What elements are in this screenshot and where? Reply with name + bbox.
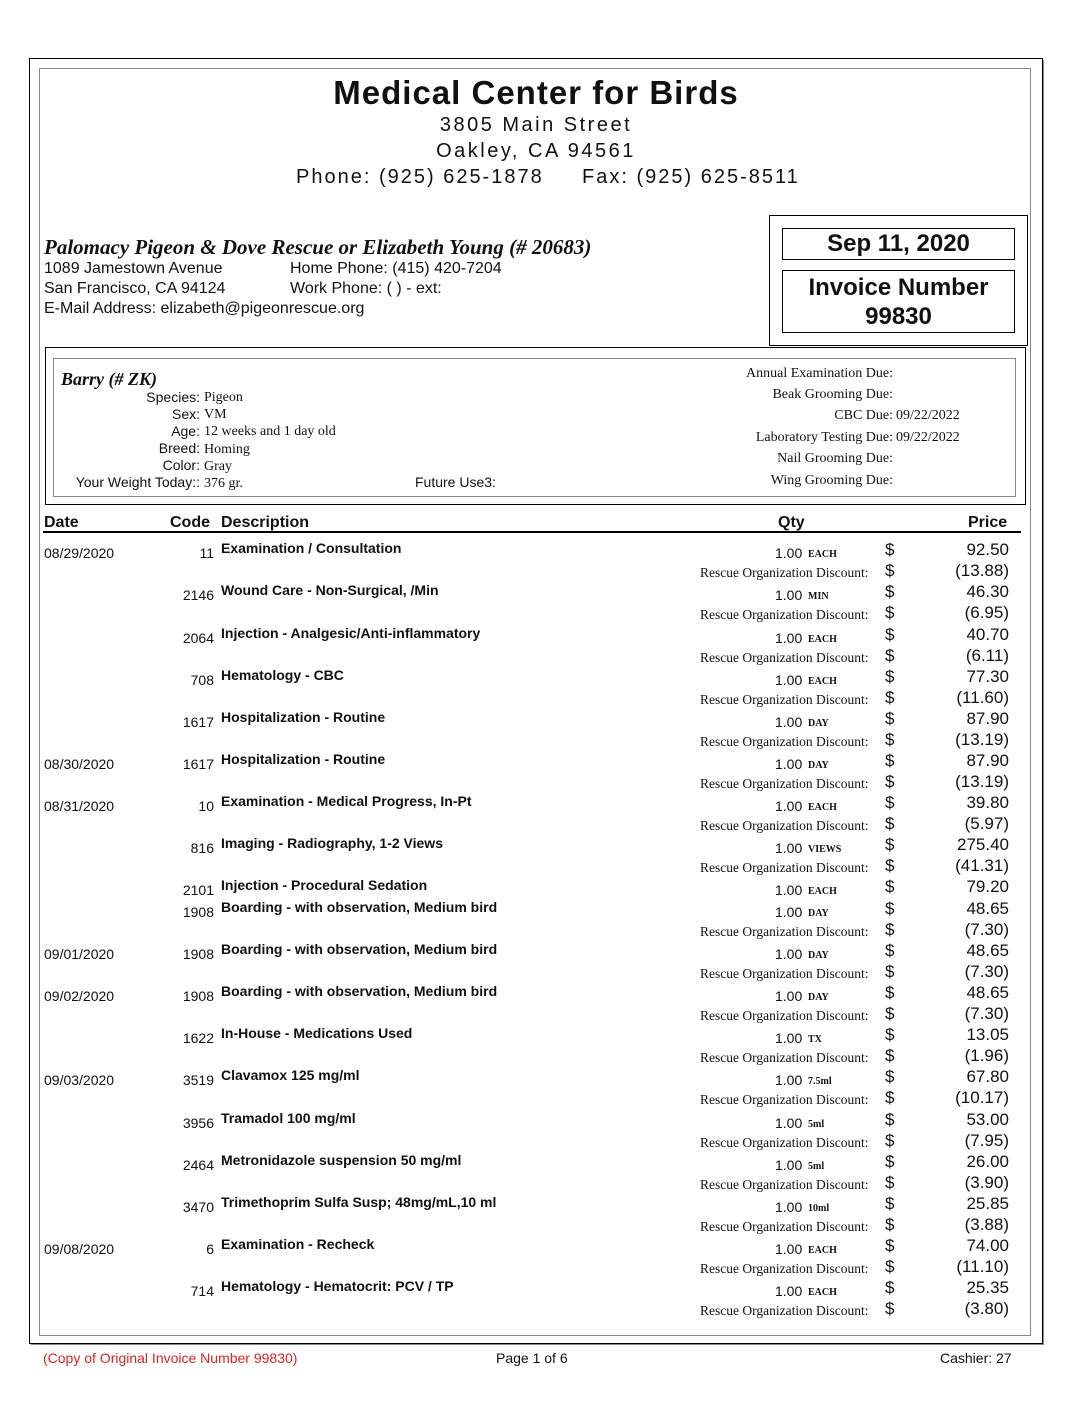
- item-unit: EACH: [808, 1287, 837, 1298]
- invoice-date: Sep 11, 2020: [782, 228, 1015, 260]
- item-qty: 1.00: [775, 1199, 803, 1215]
- discount-currency: $: [885, 1215, 895, 1234]
- item-code: 11: [199, 545, 214, 561]
- item-price: 46.30: [966, 582, 1009, 601]
- item-price: 13.05: [966, 1025, 1009, 1044]
- discount-amount: (7.30): [964, 962, 1009, 981]
- discount-amount: (10.17): [955, 1088, 1009, 1107]
- due-beak-label: Beak Grooming Due:: [772, 387, 893, 402]
- col-date: Date: [44, 514, 79, 531]
- item-description: Examination - Medical Progress, In-Pt: [221, 793, 472, 809]
- item-date: 08/31/2020: [44, 798, 115, 814]
- item-price: 79.20: [966, 877, 1009, 896]
- item-code: 10: [198, 798, 214, 814]
- item-currency: $: [885, 899, 895, 918]
- discount-amount: (6.95): [964, 603, 1009, 622]
- item-code: 2101: [182, 882, 214, 898]
- item-unit: EACH: [808, 549, 837, 560]
- item-currency: $: [885, 625, 895, 644]
- item-code: 1908: [182, 904, 214, 920]
- weight-value: 376 gr.: [204, 476, 243, 491]
- item-description: Hematology - Hematocrit: PCV / TP: [221, 1278, 454, 1294]
- item-code: 2146: [182, 587, 214, 603]
- item-unit: EACH: [808, 634, 837, 645]
- item-unit: TX: [808, 1034, 822, 1045]
- item-date: 09/03/2020: [44, 1072, 115, 1088]
- item-qty: 1.00: [775, 672, 803, 688]
- item-price: 87.90: [966, 751, 1009, 770]
- color-value: Gray: [204, 459, 232, 474]
- item-code: 3956: [182, 1115, 214, 1131]
- item-description: Hospitalization - Routine: [221, 709, 386, 725]
- col-description: Description: [221, 514, 310, 531]
- discount-label: Rescue Organization Discount:: [700, 1219, 869, 1234]
- item-unit: VIEWS: [808, 844, 842, 855]
- item-price: 48.65: [966, 983, 1009, 1002]
- item-qty: 1.00: [775, 545, 803, 561]
- item-description: Wound Care - Non-Surgical, /Min: [221, 582, 439, 598]
- discount-currency: $: [885, 730, 895, 749]
- discount-amount: (13.19): [955, 772, 1009, 791]
- page-number: Page 1 of 6: [496, 1350, 568, 1366]
- item-price: 53.00: [966, 1110, 1009, 1129]
- item-description: Examination / Consultation: [221, 540, 402, 556]
- client-email: E-Mail Address: elizabeth@pigeonrescue.org: [44, 300, 365, 317]
- item-date: 09/02/2020: [44, 988, 115, 1004]
- item-unit: DAY: [808, 950, 829, 961]
- invoice-number: 99830: [865, 303, 932, 330]
- item-qty: 1.00: [775, 946, 803, 962]
- item-price: 26.00: [966, 1152, 1009, 1171]
- item-unit: EACH: [808, 886, 837, 897]
- item-code: 1908: [182, 988, 214, 1004]
- item-currency: $: [885, 667, 895, 686]
- item-date: 08/29/2020: [44, 545, 115, 561]
- item-currency: $: [885, 1236, 895, 1255]
- col-qty: Qty: [778, 514, 805, 531]
- item-code: 816: [190, 840, 214, 856]
- age-label: Age:: [171, 423, 200, 439]
- breed-value: Homing: [204, 442, 250, 457]
- copy-note: (Copy of Original Invoice Number 99830): [43, 1350, 298, 1366]
- discount-currency: $: [885, 1046, 895, 1065]
- item-unit: 10ml: [808, 1203, 830, 1214]
- item-description: Hospitalization - Routine: [221, 751, 386, 767]
- discount-label: Rescue Organization Discount:: [700, 565, 869, 580]
- discount-label: Rescue Organization Discount:: [700, 860, 869, 875]
- item-unit: 7.5ml: [808, 1076, 832, 1087]
- item-currency: $: [885, 1278, 895, 1297]
- item-description: In-House - Medications Used: [221, 1025, 413, 1041]
- discount-label: Rescue Organization Discount:: [700, 1261, 869, 1276]
- discount-label: Rescue Organization Discount:: [700, 924, 869, 939]
- discount-currency: $: [885, 646, 895, 665]
- clinic-fax: Fax: (925) 625-8511: [582, 166, 800, 188]
- client-address-1: 1089 Jamestown Avenue: [44, 260, 223, 277]
- item-qty: 1.00: [775, 1283, 803, 1299]
- discount-currency: $: [885, 1173, 895, 1192]
- discount-label: Rescue Organization Discount:: [700, 692, 869, 707]
- discount-currency: $: [885, 962, 895, 981]
- clinic-street: 3805 Main Street: [439, 114, 633, 136]
- item-description: Imaging - Radiography, 1-2 Views: [221, 835, 443, 851]
- item-currency: $: [885, 1152, 895, 1171]
- item-price: 25.35: [966, 1278, 1009, 1297]
- item-unit: 5ml: [808, 1161, 825, 1172]
- item-currency: $: [885, 540, 895, 559]
- discount-amount: (11.10): [956, 1257, 1009, 1276]
- col-code: Code: [170, 514, 210, 531]
- item-code: 1617: [182, 714, 214, 730]
- item-price: 74.00: [966, 1236, 1009, 1255]
- item-unit: EACH: [808, 1245, 837, 1256]
- discount-amount: (3.90): [964, 1173, 1009, 1192]
- item-code: 1622: [182, 1030, 214, 1046]
- due-cbc-value: 09/22/2022: [896, 408, 960, 423]
- item-price: 67.80: [966, 1067, 1009, 1086]
- item-qty: 1.00: [775, 840, 803, 856]
- item-currency: $: [885, 1110, 895, 1129]
- due-lab-label: Laboratory Testing Due:: [755, 430, 893, 445]
- item-qty: 1.00: [775, 904, 803, 920]
- discount-currency: $: [885, 920, 895, 939]
- item-currency: $: [885, 709, 895, 728]
- item-qty: 1.00: [775, 988, 803, 1004]
- client-address-2: San Francisco, CA 94124: [44, 280, 226, 297]
- item-description: Boarding - with observation, Medium bird: [221, 941, 498, 957]
- item-code: 714: [190, 1283, 214, 1299]
- clinic-phone: Phone: (925) 625-1878: [296, 166, 544, 188]
- item-description: Examination - Recheck: [221, 1236, 375, 1252]
- item-currency: $: [885, 877, 895, 896]
- sex-label: Sex:: [171, 406, 200, 422]
- item-currency: $: [885, 941, 895, 960]
- item-currency: $: [885, 1067, 895, 1086]
- item-price: 48.65: [966, 941, 1009, 960]
- item-price: 92.50: [966, 540, 1009, 559]
- invoice-number-label: Invoice Number: [808, 274, 989, 301]
- item-unit: DAY: [808, 718, 829, 729]
- discount-label: Rescue Organization Discount:: [700, 1303, 869, 1318]
- due-nail-label: Nail Grooming Due:: [777, 451, 893, 466]
- discount-amount: (13.19): [955, 730, 1009, 749]
- item-qty: 1.00: [775, 1072, 803, 1088]
- item-qty: 1.00: [775, 587, 803, 603]
- discount-amount: (7.30): [964, 1004, 1009, 1023]
- discount-currency: $: [885, 1131, 895, 1150]
- due-lab-value: 09/22/2022: [896, 430, 960, 445]
- item-qty: 1.00: [775, 882, 803, 898]
- discount-label: Rescue Organization Discount:: [700, 607, 869, 622]
- discount-label: Rescue Organization Discount:: [700, 1135, 869, 1150]
- item-price: 48.65: [966, 899, 1009, 918]
- item-unit: 5ml: [808, 1119, 825, 1130]
- item-unit: EACH: [808, 676, 837, 687]
- item-qty: 1.00: [775, 798, 803, 814]
- item-qty: 1.00: [775, 630, 803, 646]
- item-price: 40.70: [966, 625, 1009, 644]
- patient-name: Barry (# ZK): [61, 369, 157, 389]
- item-unit: EACH: [808, 802, 837, 813]
- color-label: Color:: [162, 457, 200, 473]
- item-date: 08/30/2020: [44, 756, 115, 772]
- item-currency: $: [885, 582, 895, 601]
- discount-currency: $: [885, 1088, 895, 1107]
- item-qty: 1.00: [775, 756, 803, 772]
- breed-label: Breed:: [158, 440, 200, 456]
- discount-amount: (5.97): [964, 814, 1009, 833]
- discount-label: Rescue Organization Discount:: [700, 818, 869, 833]
- discount-label: Rescue Organization Discount:: [700, 1092, 869, 1107]
- item-unit: DAY: [808, 760, 829, 771]
- discount-amount: (3.80): [964, 1299, 1009, 1318]
- item-unit: DAY: [808, 992, 829, 1003]
- discount-amount: (7.95): [964, 1131, 1009, 1150]
- item-price: 77.30: [966, 667, 1009, 686]
- client-work-phone: Work Phone: ( ) - ext:: [290, 280, 442, 297]
- item-code: 1617: [182, 756, 214, 772]
- item-description: Hematology - CBC: [221, 667, 344, 683]
- discount-currency: $: [885, 1299, 895, 1318]
- discount-amount: (7.30): [964, 920, 1009, 939]
- item-code: 2064: [182, 630, 214, 646]
- discount-amount: (11.60): [956, 688, 1009, 707]
- header-rule: [43, 531, 1021, 533]
- item-description: Tramadol 100 mg/ml: [221, 1110, 356, 1126]
- col-price: Price: [968, 514, 1008, 531]
- item-unit: DAY: [808, 908, 829, 919]
- species-label: Species:: [146, 389, 200, 405]
- item-qty: 1.00: [775, 1115, 803, 1131]
- discount-amount: (13.88): [955, 561, 1009, 580]
- item-description: Boarding - with observation, Medium bird: [221, 899, 498, 915]
- item-date: 09/08/2020: [44, 1241, 115, 1257]
- due-annual-label: Annual Examination Due:: [746, 366, 893, 381]
- item-date: 09/01/2020: [44, 946, 115, 962]
- item-price: 275.40: [957, 835, 1009, 854]
- item-qty: 1.00: [775, 1030, 803, 1046]
- item-description: Boarding - with observation, Medium bird: [221, 983, 498, 999]
- item-currency: $: [885, 1194, 895, 1213]
- discount-amount: (6.11): [965, 646, 1009, 665]
- discount-currency: $: [885, 603, 895, 622]
- item-currency: $: [885, 1025, 895, 1044]
- item-qty: 1.00: [775, 714, 803, 730]
- discount-label: Rescue Organization Discount:: [700, 776, 869, 791]
- age-value: 12 weeks and 1 day old: [204, 424, 336, 439]
- item-unit: MIN: [808, 591, 829, 602]
- item-description: Injection - Procedural Sedation: [221, 877, 428, 893]
- item-description: Trimethoprim Sulfa Susp; 48mg/mL,10 ml: [221, 1194, 497, 1210]
- discount-currency: $: [885, 772, 895, 791]
- discount-currency: $: [885, 814, 895, 833]
- item-currency: $: [885, 835, 895, 854]
- discount-label: Rescue Organization Discount:: [700, 966, 869, 981]
- discount-currency: $: [885, 856, 895, 875]
- clinic-name: Medical Center for Birds: [333, 74, 739, 111]
- clinic-city: Oakley, CA 94561: [436, 140, 636, 162]
- discount-currency: $: [885, 1257, 895, 1276]
- item-currency: $: [885, 983, 895, 1002]
- item-description: Metronidazole suspension 50 mg/ml: [221, 1152, 462, 1168]
- weight-label: Your Weight Today::: [75, 474, 200, 490]
- invoice-number-box: [782, 270, 1015, 333]
- future-use-label: Future Use3:: [415, 474, 496, 490]
- discount-currency: $: [885, 688, 895, 707]
- item-code: 3519: [182, 1072, 214, 1088]
- discount-label: Rescue Organization Discount:: [700, 734, 869, 749]
- cashier: Cashier: 27: [940, 1350, 1012, 1366]
- client-home-phone: Home Phone: (415) 420-7204: [290, 260, 502, 277]
- item-price: 25.85: [966, 1194, 1009, 1213]
- discount-amount: (1.96): [964, 1046, 1009, 1065]
- discount-label: Rescue Organization Discount:: [700, 1008, 869, 1023]
- item-price: 39.80: [966, 793, 1009, 812]
- client-name: Palomacy Pigeon & Dove Rescue or Elizabeth Young (# 20683): [44, 235, 592, 259]
- item-code: 2464: [182, 1157, 214, 1173]
- species-value: Pigeon: [204, 390, 243, 405]
- due-wing-label: Wing Grooming Due:: [770, 473, 893, 488]
- discount-amount: (41.31): [955, 856, 1009, 875]
- item-description: Injection - Analgesic/Anti-inflammatory: [221, 625, 481, 641]
- due-cbc-label: CBC Due:: [834, 408, 893, 423]
- discount-amount: (3.88): [964, 1215, 1009, 1234]
- discount-label: Rescue Organization Discount:: [700, 650, 869, 665]
- item-qty: 1.00: [775, 1241, 803, 1257]
- discount-currency: $: [885, 1004, 895, 1023]
- item-code: 1908: [182, 946, 214, 962]
- item-description: Clavamox 125 mg/ml: [221, 1067, 360, 1083]
- discount-currency: $: [885, 561, 895, 580]
- item-code: 3470: [182, 1199, 214, 1215]
- sex-value: VM: [204, 407, 227, 422]
- item-code: 6: [206, 1241, 214, 1257]
- item-currency: $: [885, 793, 895, 812]
- discount-label: Rescue Organization Discount:: [700, 1050, 869, 1065]
- item-qty: 1.00: [775, 1157, 803, 1173]
- item-currency: $: [885, 751, 895, 770]
- item-code: 708: [190, 672, 214, 688]
- discount-label: Rescue Organization Discount:: [700, 1177, 869, 1192]
- item-price: 87.90: [966, 709, 1009, 728]
